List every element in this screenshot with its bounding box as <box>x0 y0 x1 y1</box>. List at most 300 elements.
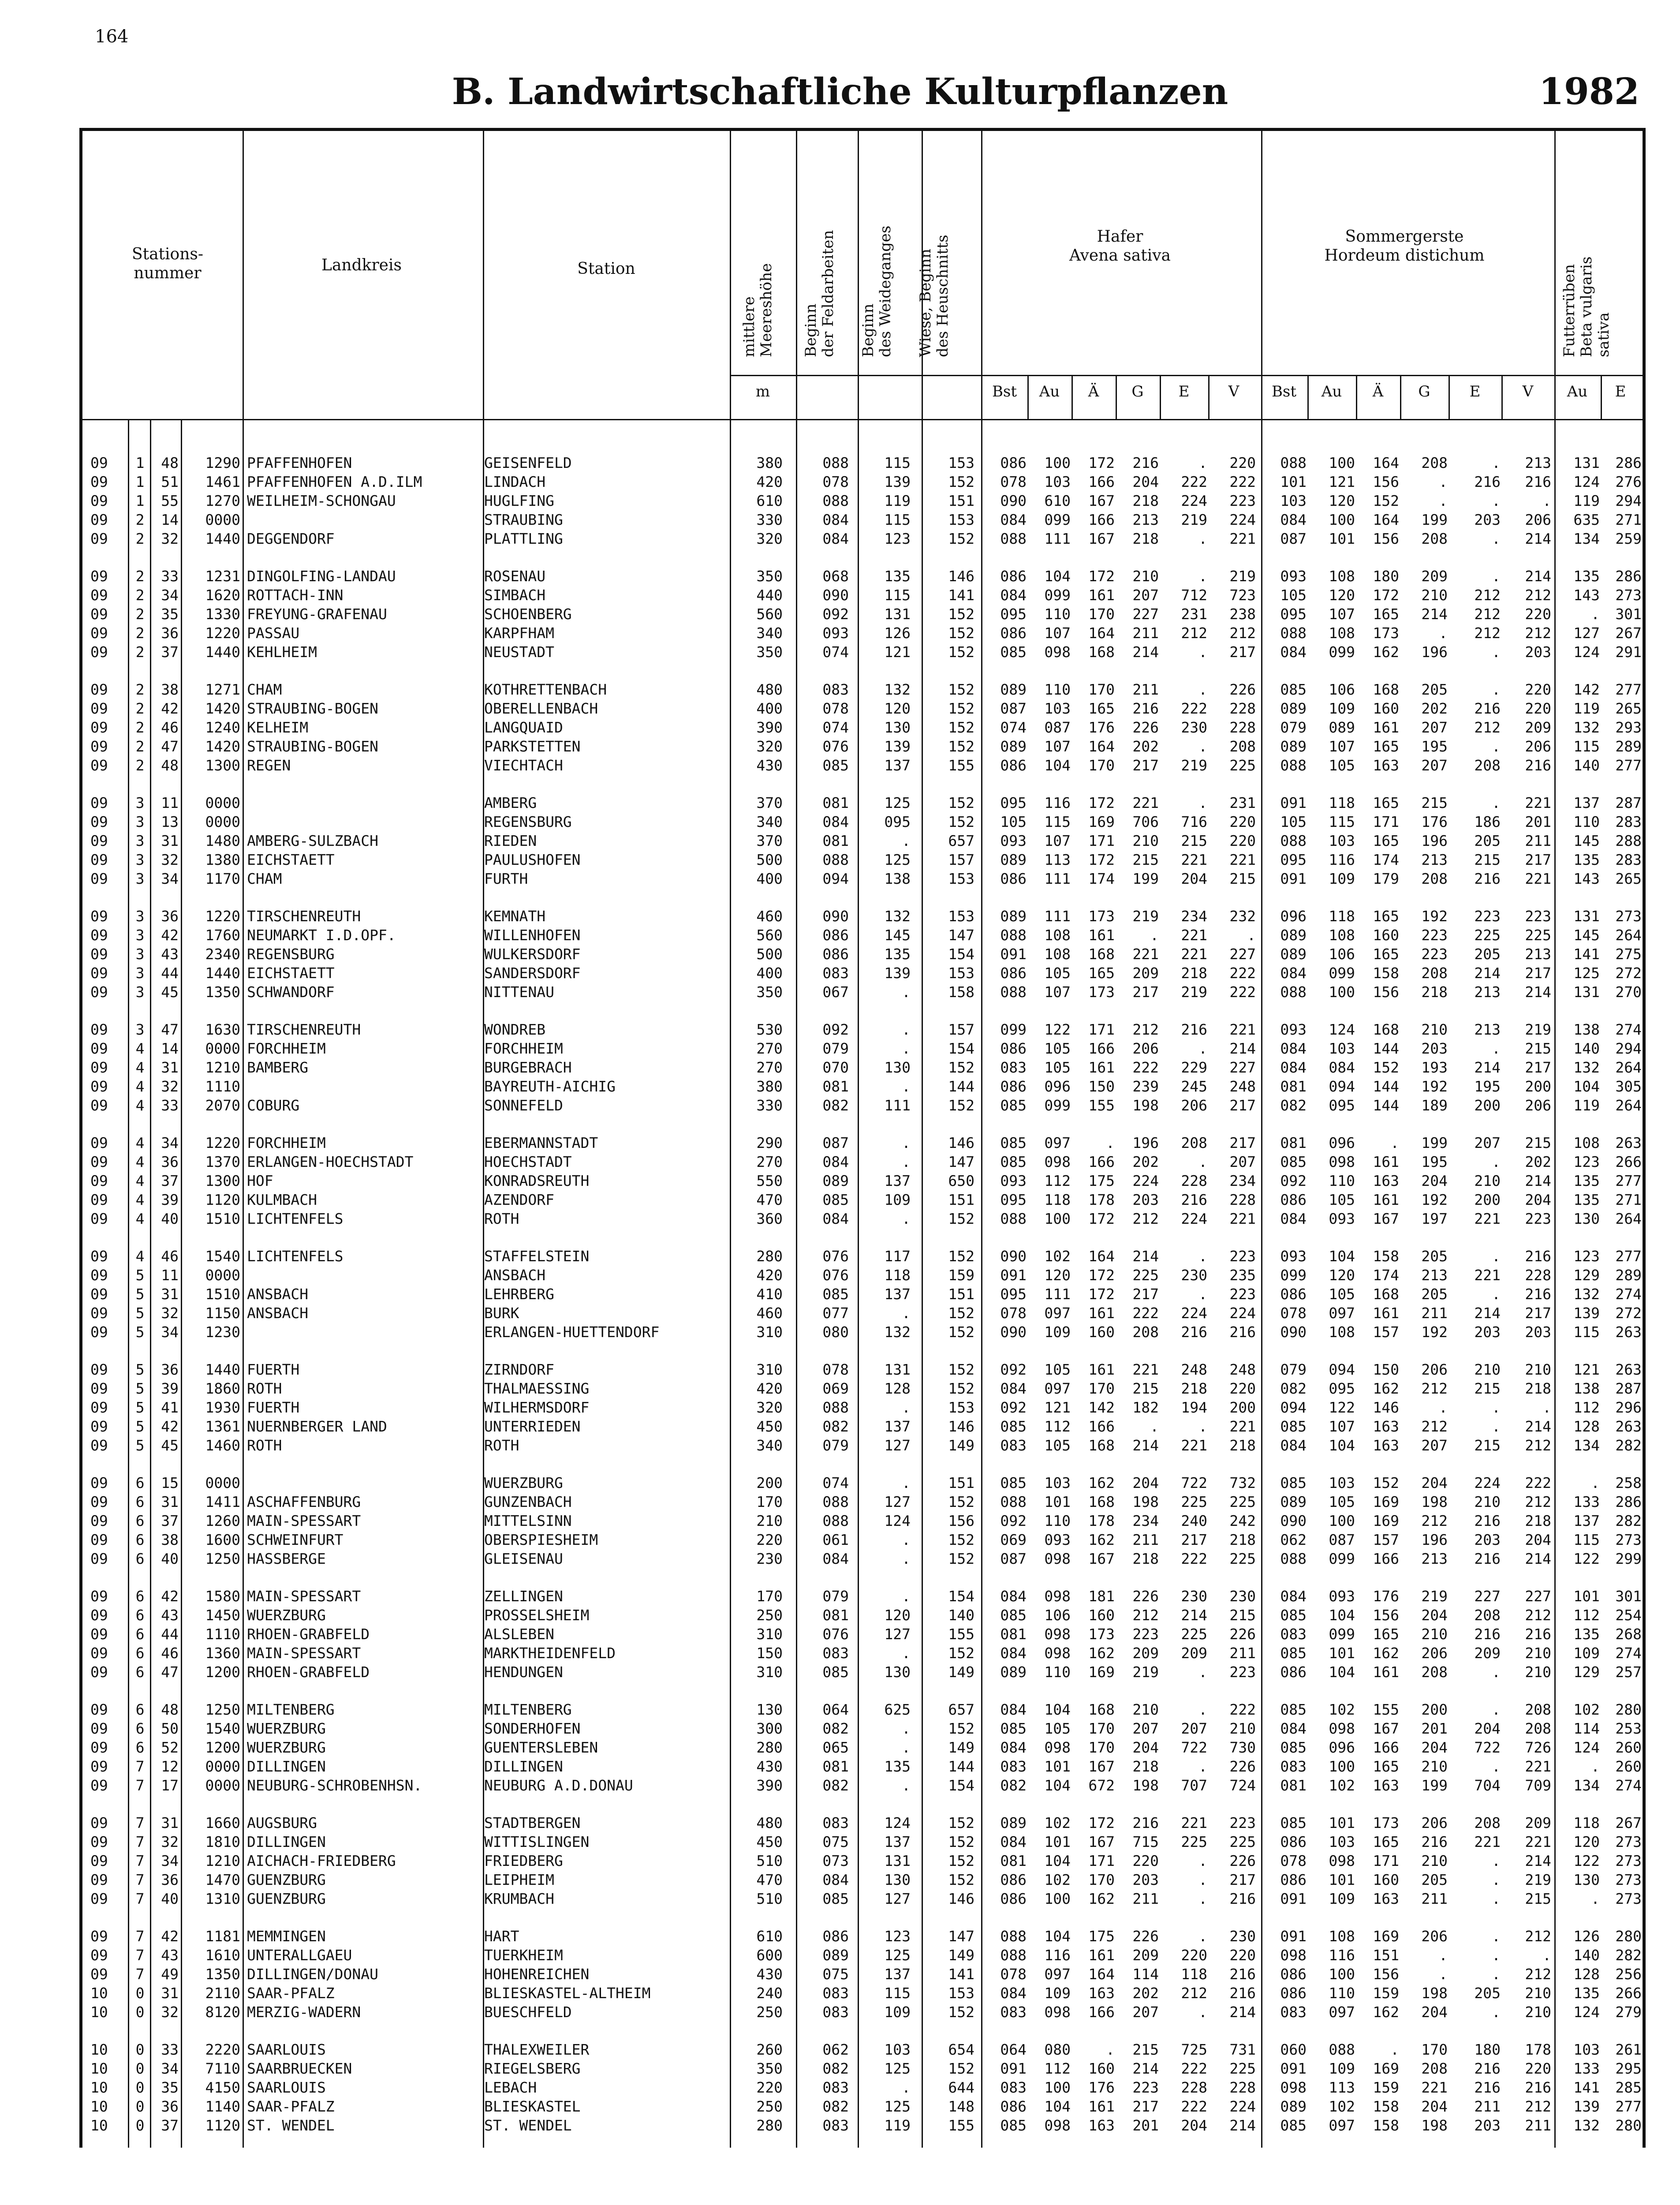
cell-gerste-v: 214 <box>1525 983 1551 1001</box>
cell-gerste-bst: 086 <box>1280 1663 1307 1681</box>
cell-gerste-g: 204 <box>1421 1172 1448 1189</box>
cell-hafer-bst: 090 <box>1000 1248 1027 1265</box>
cell-hafer-v: 210 <box>1229 1720 1256 1737</box>
cell-gerste-v: 214 <box>1525 568 1551 585</box>
cell-hafer-e: 216 <box>1181 1021 1207 1038</box>
cell-hafer-ae: 166 <box>1088 1040 1115 1057</box>
cell-hafer-au: 104 <box>1044 1928 1071 1945</box>
cell-gerste-v: 217 <box>1525 1304 1551 1322</box>
cell-meereshoehe: 290 <box>756 1134 783 1151</box>
cell-heuschnitt: 146 <box>948 1418 974 1435</box>
cell-kreis: 37 <box>161 1172 179 1189</box>
cell-hafer-e: 222 <box>1181 2060 1207 2077</box>
cell-hafer-ae: 171 <box>1088 1852 1115 1869</box>
cell-heuschnitt: 152 <box>948 1323 974 1341</box>
cell-rueben-e: 268 <box>1615 1626 1642 1643</box>
cell-rueben-au: 128 <box>1573 1966 1600 1983</box>
cell-gerste-au: 118 <box>1329 794 1355 811</box>
cell-meereshoehe: 340 <box>756 813 783 830</box>
cell-hafer-ae: 176 <box>1088 719 1115 736</box>
cell-gerste-v: 212 <box>1525 1607 1551 1624</box>
cell-weidegang: 132 <box>884 681 911 698</box>
cell-hafer-g: 218 <box>1132 492 1159 509</box>
cell-rueben-au: 140 <box>1573 757 1600 774</box>
cell-gerste-bst: 089 <box>1280 2098 1307 2115</box>
cell-meereshoehe: 280 <box>756 1248 783 1265</box>
cell-land: 09 <box>90 511 108 528</box>
cell-bezirk: 6 <box>135 1701 145 1718</box>
cell-bezirk: 4 <box>135 1059 145 1076</box>
cell-hafer-bst: 086 <box>1000 1890 1027 1907</box>
cell-station: PAULUSHOFEN <box>484 851 581 868</box>
cell-hafer-e: 722 <box>1181 1739 1207 1756</box>
cell-land: 09 <box>90 1833 108 1850</box>
cell-rueben-au: 130 <box>1573 1871 1600 1888</box>
cell-gerste-e: . <box>1492 1040 1501 1057</box>
cell-gerste-e: 195 <box>1474 1078 1501 1095</box>
cell-land: 09 <box>90 1966 108 1983</box>
cell-rueben-au: 122 <box>1573 1852 1600 1869</box>
cell-hafer-ae: 181 <box>1088 1588 1115 1605</box>
cell-station: BLIESKASTEL-ALTHEIM <box>484 1984 651 2002</box>
cell-hafer-au: 102 <box>1044 1248 1071 1265</box>
cell-rueben-e: 277 <box>1615 757 1642 774</box>
cell-hafer-e: 216 <box>1181 1323 1207 1341</box>
cell-rueben-e: 266 <box>1615 1984 1642 2002</box>
cell-station: LINDACH <box>484 473 546 490</box>
cell-hafer-bst: 087 <box>1000 700 1027 717</box>
cell-hafer-v: 732 <box>1229 1474 1256 1491</box>
cell-landkreis: ST. WENDEL <box>247 2117 335 2134</box>
cell-station: ALSLEBEN <box>484 1626 554 1643</box>
cell-gerste-v: 210 <box>1525 2003 1551 2021</box>
cell-meereshoehe: 510 <box>756 1852 783 1869</box>
cell-gerste-au: 099 <box>1329 1550 1355 1567</box>
cell-gerste-e: . <box>1492 1418 1501 1435</box>
cell-hafer-au: 104 <box>1044 568 1071 585</box>
cell-landkreis: UNTERALLGAEU <box>247 1947 352 1964</box>
cell-weidegang: 137 <box>884 1286 911 1303</box>
cell-feldarbeiten: 084 <box>822 530 849 547</box>
cell-station: SONDERHOFEN <box>484 1720 581 1737</box>
cell-hafer-g: 218 <box>1132 1758 1159 1775</box>
cell-gerste-v: 213 <box>1525 454 1551 471</box>
cell-weidegang: . <box>902 1739 911 1756</box>
cell-feldarbeiten: 073 <box>822 1852 849 1869</box>
cell-gerste-ae: 164 <box>1373 454 1399 471</box>
cell-heuschnitt: 147 <box>948 927 974 944</box>
cell-hafer-e: . <box>1198 1701 1207 1718</box>
cell-rueben-e: 294 <box>1615 1040 1642 1057</box>
cell-hafer-e: 220 <box>1181 1947 1207 1964</box>
cell-land: 09 <box>90 851 108 868</box>
cell-meereshoehe: 250 <box>756 2003 783 2021</box>
cell-kreis: 31 <box>161 832 179 849</box>
cell-hafer-g: 222 <box>1132 1059 1159 1076</box>
cell-feldarbeiten: 083 <box>822 2079 849 2096</box>
cell-hafer-bst: 092 <box>1000 1399 1027 1416</box>
cell-gerste-bst: 085 <box>1280 1644 1307 1662</box>
cell-gerste-au: 113 <box>1329 2079 1355 2096</box>
cell-land: 09 <box>90 1248 108 1265</box>
cell-heuschnitt: 153 <box>948 908 974 925</box>
cell-gerste-au: 102 <box>1329 1777 1355 1794</box>
cell-rueben-au: 145 <box>1573 832 1600 849</box>
cell-gerste-g: 200 <box>1421 1701 1448 1718</box>
cell-meereshoehe: 200 <box>756 1474 783 1491</box>
cell-feldarbeiten: 074 <box>822 643 849 661</box>
cell-gerste-g: 205 <box>1421 1248 1448 1265</box>
cell-meereshoehe: 370 <box>756 794 783 811</box>
cell-weidegang: 145 <box>884 927 911 944</box>
cell-landkreis: TIRSCHENREUTH <box>247 908 361 925</box>
cell-bezirk: 7 <box>135 1814 145 1831</box>
cell-gerste-bst: 060 <box>1280 2041 1307 2058</box>
cell-hafer-au: 122 <box>1044 1021 1071 1038</box>
cell-weidegang: 125 <box>884 2060 911 2077</box>
cell-hafer-g: 202 <box>1132 1153 1159 1170</box>
cell-gerste-bst: 081 <box>1280 1078 1307 1095</box>
cell-rueben-e: 288 <box>1615 832 1642 849</box>
cell-feldarbeiten: 065 <box>822 1739 849 1756</box>
cell-hafer-e: . <box>1198 1153 1207 1170</box>
cell-rueben-au: 139 <box>1573 2098 1600 2115</box>
cell-gerste-e: . <box>1492 1758 1501 1775</box>
header-stationsnummer: Stations- nummer <box>131 245 204 283</box>
cell-hafer-bst: 086 <box>1000 757 1027 774</box>
cell-bezirk: 0 <box>135 2060 145 2077</box>
cell-gerste-g: 196 <box>1421 832 1448 849</box>
cell-feldarbeiten: 081 <box>822 1078 849 1095</box>
cell-hafer-v: 224 <box>1229 2098 1256 2115</box>
cell-hafer-e: 221 <box>1181 851 1207 868</box>
cell-rueben-e: 277 <box>1615 2098 1642 2115</box>
cell-gerste-g: 218 <box>1421 983 1448 1001</box>
cell-gerste-g: 204 <box>1421 1739 1448 1756</box>
cell-feldarbeiten: 081 <box>822 794 849 811</box>
cell-gerste-e: . <box>1492 1153 1501 1170</box>
cell-hafer-g: 221 <box>1132 1361 1159 1378</box>
cell-hafer-v: 223 <box>1229 1286 1256 1303</box>
cell-bezirk: 2 <box>135 587 145 604</box>
cell-meereshoehe: 470 <box>756 1191 783 1208</box>
cell-hafer-g: 207 <box>1132 2003 1159 2021</box>
cell-hafer-e: . <box>1198 1871 1207 1888</box>
cell-hafer-g: 211 <box>1132 1890 1159 1907</box>
cell-hafer-au: 101 <box>1044 1493 1071 1510</box>
rule-line <box>1449 375 1450 419</box>
cell-hafer-bst: 085 <box>1000 1474 1027 1491</box>
cell-landkreis: SCHWANDORF <box>247 983 335 1001</box>
cell-heuschnitt: 147 <box>948 1928 974 1945</box>
cell-station: MARKTHEIDENFELD <box>484 1644 616 1662</box>
cell-land: 09 <box>90 1059 108 1076</box>
cell-gerste-v: 208 <box>1525 1720 1551 1737</box>
cell-nr: 0000 <box>205 1474 240 1491</box>
cell-landkreis: RHOEN-GRABFELD <box>247 1626 370 1643</box>
cell-kreis: 34 <box>161 1134 179 1151</box>
cell-hafer-bst: 086 <box>1000 870 1027 887</box>
cell-hafer-g: 211 <box>1132 624 1159 642</box>
cell-hafer-e: 221 <box>1181 1814 1207 1831</box>
cell-hafer-v: 217 <box>1229 1134 1256 1151</box>
cell-gerste-ae: 158 <box>1373 1248 1399 1265</box>
unit-label: Au <box>1321 383 1342 400</box>
cell-heuschnitt: 151 <box>948 1474 974 1491</box>
cell-hafer-v: 221 <box>1229 1418 1256 1435</box>
cell-hafer-bst: 095 <box>1000 1191 1027 1208</box>
cell-hafer-ae: 161 <box>1088 1059 1115 1076</box>
cell-rueben-au: 135 <box>1573 1172 1600 1189</box>
cell-gerste-g: 205 <box>1421 1286 1448 1303</box>
header-meereshoehe: mittlere Meereshöhe <box>740 263 776 357</box>
cell-gerste-au: 121 <box>1329 473 1355 490</box>
cell-landkreis: ROTTACH-INN <box>247 587 343 604</box>
cell-hafer-e: 204 <box>1181 870 1207 887</box>
cell-rueben-e: 267 <box>1615 1814 1642 1831</box>
unit-label: G <box>1131 383 1144 400</box>
cell-gerste-ae: 171 <box>1373 1852 1399 1869</box>
cell-gerste-g: 209 <box>1421 568 1448 585</box>
cell-hafer-g: 215 <box>1132 1380 1159 1397</box>
cell-gerste-g: 219 <box>1421 1588 1448 1605</box>
cell-nr: 1440 <box>205 643 240 661</box>
cell-nr: 1290 <box>205 454 240 471</box>
cell-hafer-bst: 085 <box>1000 1418 1027 1435</box>
cell-kreis: 40 <box>161 1210 179 1227</box>
cell-rueben-au: 130 <box>1573 1210 1600 1227</box>
cell-gerste-e: . <box>1492 1701 1501 1718</box>
cell-landkreis: NEUMARKT I.D.OPF. <box>247 927 396 944</box>
cell-kreis: 40 <box>161 1890 179 1907</box>
cell-hafer-e: . <box>1198 681 1207 698</box>
cell-hafer-g: 223 <box>1132 2079 1159 2096</box>
cell-bezirk: 2 <box>135 605 145 623</box>
cell-kreis: 48 <box>161 1701 179 1718</box>
cell-rueben-e: 291 <box>1615 643 1642 661</box>
cell-nr: 1210 <box>205 1852 240 1869</box>
cell-hafer-bst: 089 <box>1000 1814 1027 1831</box>
cell-gerste-au: 097 <box>1329 2003 1355 2021</box>
cell-gerste-g: 208 <box>1421 870 1448 887</box>
cell-nr: 1470 <box>205 1871 240 1888</box>
cell-nr: 8120 <box>205 2003 240 2021</box>
cell-gerste-au: 102 <box>1329 2098 1355 2115</box>
cell-land: 09 <box>90 1626 108 1643</box>
rule-line <box>1501 375 1503 419</box>
cell-land: 09 <box>90 1267 108 1284</box>
cell-bezirk: 6 <box>135 1739 145 1756</box>
cell-feldarbeiten: 090 <box>822 908 849 925</box>
cell-gerste-bst: 079 <box>1280 719 1307 736</box>
cell-gerste-e: 212 <box>1474 624 1501 642</box>
cell-gerste-v: 217 <box>1525 1059 1551 1076</box>
cell-hafer-g: 212 <box>1132 1210 1159 1227</box>
cell-gerste-v: 214 <box>1525 1418 1551 1435</box>
cell-hafer-bst: 082 <box>1000 1777 1027 1794</box>
cell-hafer-e: 231 <box>1181 605 1207 623</box>
cell-gerste-e: 216 <box>1474 2060 1501 2077</box>
cell-feldarbeiten: 083 <box>822 2117 849 2134</box>
cell-bezirk: 0 <box>135 2079 145 2096</box>
cell-hafer-g: 225 <box>1132 1267 1159 1284</box>
cell-rueben-e: 272 <box>1615 1304 1642 1322</box>
cell-hafer-v: 208 <box>1229 738 1256 755</box>
rule-line <box>730 375 1643 376</box>
cell-land: 09 <box>90 1153 108 1170</box>
cell-weidegang: 131 <box>884 1852 911 1869</box>
cell-bezirk: 3 <box>135 794 145 811</box>
cell-gerste-e: . <box>1492 1871 1501 1888</box>
cell-landkreis: DILLINGEN/DONAU <box>247 1966 379 1983</box>
cell-gerste-v: 209 <box>1525 719 1551 736</box>
cell-hafer-v: 222 <box>1229 473 1256 490</box>
cell-heuschnitt: 152 <box>948 1248 974 1265</box>
cell-station: EBERMANNSTADT <box>484 1134 598 1151</box>
cell-gerste-v: 221 <box>1525 1758 1551 1775</box>
cell-hafer-ae: 173 <box>1088 983 1115 1001</box>
cell-gerste-g: 207 <box>1421 757 1448 774</box>
cell-rueben-au: 115 <box>1573 738 1600 755</box>
cell-hafer-v: 221 <box>1229 1021 1256 1038</box>
cell-weidegang: 115 <box>884 1984 911 2002</box>
cell-land: 09 <box>90 757 108 774</box>
cell-hafer-g: 199 <box>1132 870 1159 887</box>
cell-weidegang: . <box>902 1040 911 1057</box>
cell-station: ZELLINGEN <box>484 1588 563 1605</box>
cell-hafer-ae: 171 <box>1088 1021 1115 1038</box>
cell-gerste-bst: 085 <box>1280 1418 1307 1435</box>
cell-hafer-e: 209 <box>1181 1644 1207 1662</box>
cell-nr: 1361 <box>205 1418 240 1435</box>
cell-station: WITTISLINGEN <box>484 1833 590 1850</box>
cell-hafer-bst: 084 <box>1000 1833 1027 1850</box>
cell-land: 09 <box>90 1191 108 1208</box>
cell-nr: 1450 <box>205 1607 240 1624</box>
cell-gerste-bst: 082 <box>1280 1380 1307 1397</box>
cell-hafer-bst: 091 <box>1000 946 1027 963</box>
cell-station: HOHENREICHEN <box>484 1966 590 1983</box>
cell-hafer-bst: 086 <box>1000 964 1027 982</box>
cell-gerste-bst: 084 <box>1280 511 1307 528</box>
cell-gerste-g: 208 <box>1421 2060 1448 2077</box>
cell-nr: 1271 <box>205 681 240 698</box>
cell-gerste-ae: 159 <box>1373 2079 1399 2096</box>
cell-nr: 4150 <box>205 2079 240 2096</box>
cell-kreis: 39 <box>161 1380 179 1397</box>
cell-gerste-v: 216 <box>1525 473 1551 490</box>
cell-hafer-g: 201 <box>1132 2117 1159 2134</box>
cell-rueben-au: 119 <box>1573 492 1600 509</box>
cell-weidegang: . <box>902 1531 911 1548</box>
cell-bezirk: 5 <box>135 1267 145 1284</box>
cell-feldarbeiten: 076 <box>822 1626 849 1643</box>
cell-nr: 1120 <box>205 2117 240 2134</box>
cell-bezirk: 6 <box>135 1474 145 1491</box>
cell-kreis: 35 <box>161 605 179 623</box>
cell-hafer-bst: 084 <box>1000 587 1027 604</box>
cell-meereshoehe: 500 <box>756 851 783 868</box>
cell-rueben-au: 145 <box>1573 927 1600 944</box>
cell-landkreis: NUERNBERGER LAND <box>247 1418 387 1435</box>
cell-rueben-au: 140 <box>1573 1947 1600 1964</box>
cell-hafer-ae: 168 <box>1088 643 1115 661</box>
cell-feldarbeiten: 070 <box>822 1059 849 1076</box>
cell-weidegang: . <box>902 832 911 849</box>
cell-rueben-e: 263 <box>1615 1323 1642 1341</box>
cell-gerste-ae: 167 <box>1373 1210 1399 1227</box>
cell-gerste-v: . <box>1542 492 1551 509</box>
cell-rueben-au: 139 <box>1573 1304 1600 1322</box>
cell-meereshoehe: 610 <box>756 1928 783 1945</box>
cell-meereshoehe: 460 <box>756 908 783 925</box>
cell-hafer-au: 111 <box>1044 908 1071 925</box>
cell-feldarbeiten: 085 <box>822 1890 849 1907</box>
cell-hafer-g: 239 <box>1132 1078 1159 1095</box>
cell-hafer-bst: 085 <box>1000 1153 1027 1170</box>
cell-hafer-v: 214 <box>1229 2117 1256 2134</box>
unit-label: E <box>1178 383 1190 400</box>
cell-gerste-g: 208 <box>1421 1663 1448 1681</box>
cell-rueben-au: 140 <box>1573 1040 1600 1057</box>
cell-gerste-ae: 168 <box>1373 1286 1399 1303</box>
cell-hafer-g: 204 <box>1132 1739 1159 1756</box>
cell-landkreis: WUERZBURG <box>247 1739 326 1756</box>
cell-gerste-au: 089 <box>1329 719 1355 736</box>
cell-feldarbeiten: 079 <box>822 1437 849 1454</box>
cell-landkreis: FREYUNG-GRAFENAU <box>247 605 387 623</box>
cell-bezirk: 3 <box>135 813 145 830</box>
cell-gerste-v: 228 <box>1525 1267 1551 1284</box>
cell-rueben-au: . <box>1591 605 1600 623</box>
cell-gerste-au: 098 <box>1329 1852 1355 1869</box>
cell-hafer-bst: 105 <box>1000 813 1027 830</box>
cell-gerste-e: 210 <box>1474 1361 1501 1378</box>
cell-gerste-au: 108 <box>1329 624 1355 642</box>
cell-gerste-g: 198 <box>1421 1984 1448 2002</box>
cell-kreis: 31 <box>161 1493 179 1510</box>
cell-gerste-bst: 078 <box>1280 1852 1307 1869</box>
cell-hafer-bst: 099 <box>1000 1021 1027 1038</box>
cell-kreis: 17 <box>161 1777 179 1794</box>
cell-gerste-au: 087 <box>1329 1531 1355 1548</box>
cell-nr: 1250 <box>205 1550 240 1567</box>
cell-gerste-g: 208 <box>1421 964 1448 982</box>
cell-heuschnitt: 152 <box>948 2060 974 2077</box>
cell-hafer-au: 080 <box>1044 2041 1071 2058</box>
cell-hafer-g: 219 <box>1132 908 1159 925</box>
cell-nr: 2220 <box>205 2041 240 2058</box>
cell-landkreis: ROTH <box>247 1380 282 1397</box>
cell-kreis: 37 <box>161 643 179 661</box>
cell-rueben-au: 114 <box>1573 1720 1600 1737</box>
cell-meereshoehe: 350 <box>756 2060 783 2077</box>
cell-rueben-e: 274 <box>1615 1021 1642 1038</box>
cell-gerste-v: 216 <box>1525 757 1551 774</box>
cell-weidegang: 137 <box>884 1966 911 1983</box>
cell-station: HUGLFING <box>484 492 554 509</box>
cell-bezirk: 7 <box>135 1928 145 1945</box>
cell-hafer-ae: 160 <box>1088 1607 1115 1624</box>
cell-nr: 1461 <box>205 473 240 490</box>
cell-hafer-e: 230 <box>1181 1588 1207 1605</box>
cell-hafer-g: 211 <box>1132 681 1159 698</box>
cell-station: MITTELSINN <box>484 1512 572 1529</box>
cell-heuschnitt: 140 <box>948 1607 974 1624</box>
cell-gerste-au: 104 <box>1329 1248 1355 1265</box>
cell-weidegang: . <box>902 1153 911 1170</box>
cell-feldarbeiten: 064 <box>822 1701 849 1718</box>
